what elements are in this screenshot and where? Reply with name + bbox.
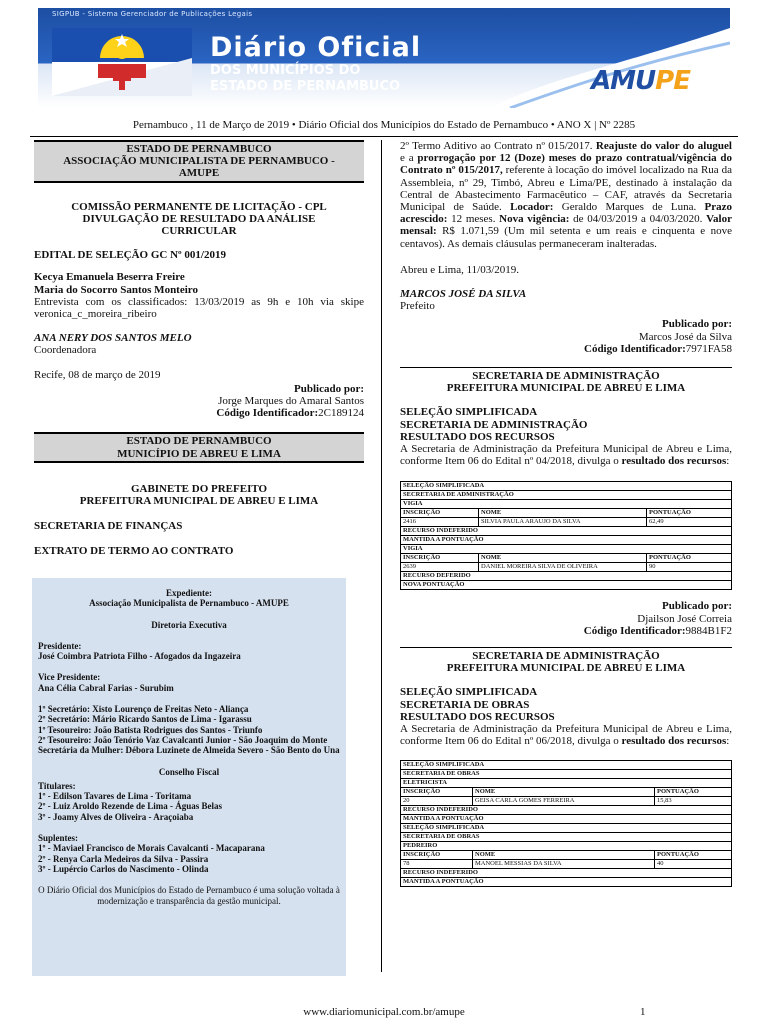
table-cell: RECURSO INDEFERIDO <box>401 527 732 536</box>
signer-role: Coordenadora <box>34 344 97 357</box>
table-cell: 40 <box>655 859 732 868</box>
table-row <box>401 760 732 769</box>
text-run: : <box>726 455 730 468</box>
text-run: e a <box>400 152 418 165</box>
table-cell: NOVA PONTUAÇÃO <box>401 581 732 590</box>
sa-heading-1 <box>400 367 732 394</box>
diretoria-label: Diretoria Executiva <box>151 619 227 630</box>
identifier-code-value: 2C189124 <box>318 407 364 420</box>
table-row <box>401 805 732 814</box>
section-header-line: ESTADO DE PERNAMBUCO <box>126 435 272 448</box>
table-row <box>401 859 732 868</box>
table-row <box>401 823 732 832</box>
table-cell: SELEÇÃO SIMPLIFICADA <box>401 482 732 491</box>
text-run: resultado dos recursos <box>621 735 727 748</box>
selecao-heading-line: SELEÇÃO SIMPLIFICADA <box>400 406 538 419</box>
suplente-3: 3º - Lupércio Carlos do Nascimento - Olinda <box>38 863 209 874</box>
presidente-name: José Coimbra Patriota Filho - Afogados da Ingazeira <box>38 651 241 662</box>
identifier-code-value: 7971FA58 <box>685 342 732 355</box>
identifier-code-label: Código Identificador: <box>584 342 686 355</box>
table-row <box>401 814 732 823</box>
table-cell: SILVIA PAULA ARAUJO DA SILVA <box>479 518 647 527</box>
table-cell: INSCRIÇÃO <box>401 850 473 859</box>
table-cell: INSCRIÇÃO <box>401 509 479 518</box>
section-header-line: MUNICÍPIO DE ABREU E LIMA <box>117 447 281 460</box>
table-cell: MANTIDA A PONTUAÇÃO <box>401 814 732 823</box>
text-run: Nova vigência: <box>499 213 570 226</box>
table-cell: 20 <box>401 796 473 805</box>
section-header-abreu <box>34 432 364 462</box>
suplente-2: 2º - Renya Carla Medeiros da Silva - Passira <box>38 853 209 864</box>
signer-role: Prefeito <box>400 300 435 313</box>
table-row <box>401 563 732 572</box>
table-cell: PONTUAÇÃO <box>647 509 732 518</box>
selecao-heading-1 <box>400 406 732 443</box>
table-row <box>401 500 732 509</box>
section-header-line: ASSOCIAÇÃO MUNICIPALISTA DE PERNAMBUCO - <box>63 155 335 168</box>
selecao-text-1 <box>400 443 732 467</box>
amupe-logo-text-b: PE <box>655 66 690 96</box>
presidente-label: Presidente: <box>38 640 82 651</box>
cpl-heading-line: DIVULGAÇÃO DE RESULTADO DA ANÁLISE <box>82 212 316 225</box>
table-row <box>401 796 732 805</box>
selecao-heading-line: SECRETARIA DE ADMINISTRAÇÃO <box>400 418 588 431</box>
interview-notice: Entrevista com os classificados: 13/03/2019 as 9h e 10h via skipe veronica_c_moreira_ribeiro <box>34 295 364 321</box>
table-cell: NOME <box>479 554 647 563</box>
text-run: Reajuste do valor do aluguel <box>595 140 732 152</box>
table-cell: ELETRICISTA <box>401 778 732 787</box>
text-run: resultado dos recursos <box>621 455 727 468</box>
table-row <box>401 832 732 841</box>
text-run: : <box>726 735 730 748</box>
table-cell: GEISA CARLA GOMES FERREIRA <box>473 796 655 805</box>
table-row <box>401 868 732 877</box>
published-by-label: Publicado por: <box>662 600 732 613</box>
published-by-label: Publicado por: <box>662 318 732 331</box>
sa-heading-line: SECRETARIA DE ADMINISTRAÇÃO <box>472 650 660 663</box>
text-run: Locador: <box>510 201 554 214</box>
masthead-banner <box>38 8 730 108</box>
table-cell: PONTUAÇÃO <box>655 787 732 796</box>
titulares-label: Titulares: <box>38 780 76 791</box>
text-run: 12 meses. <box>447 213 500 226</box>
column-divider <box>381 140 382 972</box>
text-run: A Secretaria de Administração da Prefeitura Municipal de Abreu e Lima, conforme Item 06 do Edital nº 04/2018, divulga o <box>400 443 732 468</box>
section-header-line: AMUPE <box>178 167 220 180</box>
table-row <box>401 536 732 545</box>
identifier-code-label: Código Identificador: <box>216 407 319 420</box>
secretaria-mulher: Secretária da Mulher: Débora Luzinete de Almeida Severo - São Bento do Una <box>38 745 340 756</box>
vice-label: Vice Presidente: <box>38 672 101 683</box>
table-row <box>401 769 732 778</box>
published-by-name: Jorge Marques do Amaral Santos <box>218 395 364 408</box>
table-cell: RECURSO DEFERIDO <box>401 572 732 581</box>
extrato-title: EXTRATO DE TERMO AO CONTRATO <box>34 545 234 558</box>
sa-heading-line: SECRETARIA DE ADMINISTRAÇÃO <box>472 370 660 383</box>
signer-name: ANA NERY DOS SANTOS MELO <box>34 332 192 345</box>
masthead-subtitle-2: ESTADO DE PERNAMBUCO <box>210 79 401 94</box>
published-by-name: Marcos José da Silva <box>638 330 732 343</box>
tesoureiro-1: 1º Tesoureiro: João Batista Rodrigues dos Santos - Triunfo <box>38 724 263 735</box>
table-cell: PONTUAÇÃO <box>647 554 732 563</box>
table-cell: VIGIA <box>401 545 732 554</box>
suplentes-label: Suplentes: <box>38 833 79 844</box>
place-date: Recife, 08 de março de 2019 <box>34 368 161 381</box>
table-cell: DANIEL MOREIRA SILVA DE OLIVEIRA <box>479 563 647 572</box>
suplente-1: 1º - Maviael Francisco de Morais Cavalcanti - Macaparana <box>38 843 265 854</box>
table-cell: SECRETARIA DE ADMINISTRAÇÃO <box>401 491 732 500</box>
vice-name: Ana Célia Cabral Farias - Surubim <box>38 682 174 693</box>
text-run: 2º Termo Aditivo ao Contrato nº 015/2017. <box>400 140 596 152</box>
published-by-name: Djailson José Correia <box>637 612 732 625</box>
table-row <box>401 545 732 554</box>
selecao-heading-line: SELEÇÃO SIMPLIFICADA <box>400 686 538 699</box>
table-cell: 2416 <box>401 518 479 527</box>
secretario-1: 1º Secretário: Xisto Lourenço de Freitas Neto - Aliança <box>38 704 249 715</box>
table-row <box>401 850 732 859</box>
selecao-heading-line: RESULTADO DOS RECURSOS <box>400 710 555 723</box>
text-run: referente à locação do imóvel localizado na Rua da Assembleia, nº 29, Timbó, Abreu e Lima/PE, destinado à instalação da Central de Abastecimento Farmacêutico – CAF, através da Secretaria Municipal de Saúde. <box>400 164 732 214</box>
sigpub-caption: SIGPUB - Sistema Gerenciador de Publicações Legais <box>52 10 253 18</box>
right-column <box>400 140 732 887</box>
table-row <box>401 491 732 500</box>
cpl-heading-line: COMISSÃO PERMANENTE DE LICITAÇÃO - CPL <box>71 200 327 213</box>
table-row <box>401 778 732 787</box>
table-row <box>401 482 732 491</box>
gabinete-heading-line: GABINETE DO PREFEITO <box>130 482 268 495</box>
table-cell: RECURSO INDEFERIDO <box>401 868 732 877</box>
table-cell: 15,83 <box>655 796 732 805</box>
table-cell: 78 <box>401 859 473 868</box>
table-cell: RECURSO INDEFERIDO <box>401 805 732 814</box>
section-header-line: ESTADO DE PERNAMBUCO <box>126 143 272 155</box>
table-cell: SECRETARIA DE OBRAS <box>401 769 732 778</box>
gabinete-heading-line: PREFEITURA MUNICIPAL DE ABREU E LIMA <box>79 495 319 508</box>
table-cell: 2639 <box>401 563 479 572</box>
titular-1: 1º - Edilson Tavares de Lima - Toritama <box>38 791 192 802</box>
cpl-heading <box>34 201 364 238</box>
identifier-code-label: Código Identificador: <box>583 624 686 637</box>
table-cell: NOME <box>473 850 655 859</box>
expediente-box <box>32 578 346 976</box>
sa-heading-line: PREFEITURA MUNICIPAL DE ABREU E LIMA <box>446 382 686 395</box>
masthead-subtitle-1: DOS MUNICÍPIOS DO <box>210 63 361 78</box>
secretaria-financas: SECRETARIA DE FINANÇAS <box>34 520 183 533</box>
table-cell: 62,49 <box>647 518 732 527</box>
table-cell: VIGIA <box>401 500 732 509</box>
identifier-code <box>34 407 364 419</box>
text-run: de 04/03/2019 a 04/03/2020. <box>569 213 707 226</box>
table-cell: MANTIDA A PONTUAÇÃO <box>401 536 732 545</box>
secretario-2: 2º Secretário: Mário Ricardo Santos de Lima - Igarassu <box>38 714 252 725</box>
footer-url[interactable]: www.diariomunicipal.com.br/amupe <box>303 1006 465 1018</box>
candidate-name: Maria do Socorro Santos Monteiro <box>34 283 198 296</box>
results-table-1 <box>400 481 732 590</box>
sa-heading-line: PREFEITURA MUNICIPAL DE ABREU E LIMA <box>446 662 686 675</box>
text-run: Prazo acrescido: <box>400 201 733 226</box>
table-cell: NOME <box>473 787 655 796</box>
table-cell: INSCRIÇÃO <box>401 787 473 796</box>
sa-heading-2 <box>400 647 732 674</box>
amupe-logo <box>591 66 690 96</box>
masthead-title: Diário Oficial <box>210 32 422 63</box>
identifier-code <box>400 343 732 355</box>
page-number: 1 <box>640 1006 646 1018</box>
table-cell: PEDREIRO <box>401 841 732 850</box>
table-row <box>401 572 732 581</box>
amupe-logo-text-a: AMU <box>591 66 656 96</box>
text-run: Valor mensal: <box>400 213 732 238</box>
text-run: R$ 1.071,59 (Um mil setenta e um reais e cinquenta e nove centavos). As demais cláusulas permaneceram inalteradas. <box>400 225 732 250</box>
table-row <box>401 509 732 518</box>
table-cell: 90 <box>647 563 732 572</box>
table-row <box>401 877 732 886</box>
table-cell: NOME <box>479 509 647 518</box>
place-date: Abreu e Lima, 11/03/2019. <box>400 263 520 276</box>
selecao-text-2 <box>400 723 732 747</box>
text-run: A Secretaria de Administração da Prefeitura Municipal de Abreu e Lima, conforme Item 06 do Edital nº 06/2018, divulga o <box>400 723 732 748</box>
table-row <box>401 841 732 850</box>
edital-title: EDITAL DE SELEÇÃO GC Nº 001/2019 <box>34 249 226 262</box>
top-rule <box>30 136 738 137</box>
selecao-heading-line: SECRETARIA DE OBRAS <box>400 698 530 711</box>
results-table-2 <box>400 760 732 887</box>
table-row <box>401 554 732 563</box>
cpl-heading-line: CURRICULAR <box>161 225 237 238</box>
text-run: Geraldo Marques de Luna. <box>553 201 705 214</box>
published-by-label: Publicado por: <box>294 382 364 395</box>
expediente-label: Expediente: <box>166 588 212 598</box>
closing-note: O Diário Oficial dos Municípios do Estado de Pernambuco é uma solução voltada à modernização e transparência da gestão municipal. <box>38 885 340 906</box>
table-cell: SECRETARIA DE OBRAS <box>401 832 732 841</box>
table-cell: INSCRIÇÃO <box>401 554 479 563</box>
signer-name: MARCOS JOSÉ DA SILVA <box>400 288 527 301</box>
titular-3: 3º - Joamy Alves de Oliveira - Araçoiaba <box>38 811 194 822</box>
table-cell: MANOEL MESSIAS DA SILVA <box>473 859 655 868</box>
identifier-code-value: 9884B1F2 <box>685 624 732 637</box>
candidate-name: Kecya Emanuela Beserra Freire <box>34 271 185 284</box>
gabinete-heading <box>34 483 364 507</box>
termo-aditivo-text <box>400 140 732 250</box>
left-column <box>34 140 364 558</box>
table-cell: SELEÇÃO SIMPLIFICADA <box>401 760 732 769</box>
table-row <box>401 527 732 536</box>
assoc-name: Associação Municipalista de Pernambuco - AMUPE <box>89 598 289 609</box>
tesoureiro-2: 2º Tesoureiro: João Tenório Vaz Cavalcanti Junior - São Joaquim do Monte <box>38 734 328 745</box>
table-cell: PONTUAÇÃO <box>655 850 732 859</box>
identifier-code <box>400 625 732 637</box>
selecao-heading-line: RESULTADO DOS RECURSOS <box>400 430 555 443</box>
table-cell: MANTIDA A PONTUAÇÃO <box>401 877 732 886</box>
section-header-amupe <box>34 140 364 183</box>
table-row <box>401 581 732 590</box>
selecao-heading-2 <box>400 686 732 723</box>
text-run: prorrogação por 12 (Doze) meses do prazo contratual/vigência do Contrato nº 015/2017, <box>400 152 732 177</box>
table-row <box>401 787 732 796</box>
conselho-label: Conselho Fiscal <box>158 766 220 777</box>
pernambuco-flag-icon <box>52 28 192 96</box>
table-row <box>401 518 732 527</box>
dateline: Pernambuco , 11 de Março de 2019 • Diário Oficial dos Municípios do Estado de Pernambuco • ANO X | Nº 2285 <box>132 119 636 131</box>
titular-2: 2º - Luiz Aroldo Rezende de Lima - Águas Belas <box>38 801 223 812</box>
table-cell: SELEÇÃO SIMPLIFICADA <box>401 823 732 832</box>
